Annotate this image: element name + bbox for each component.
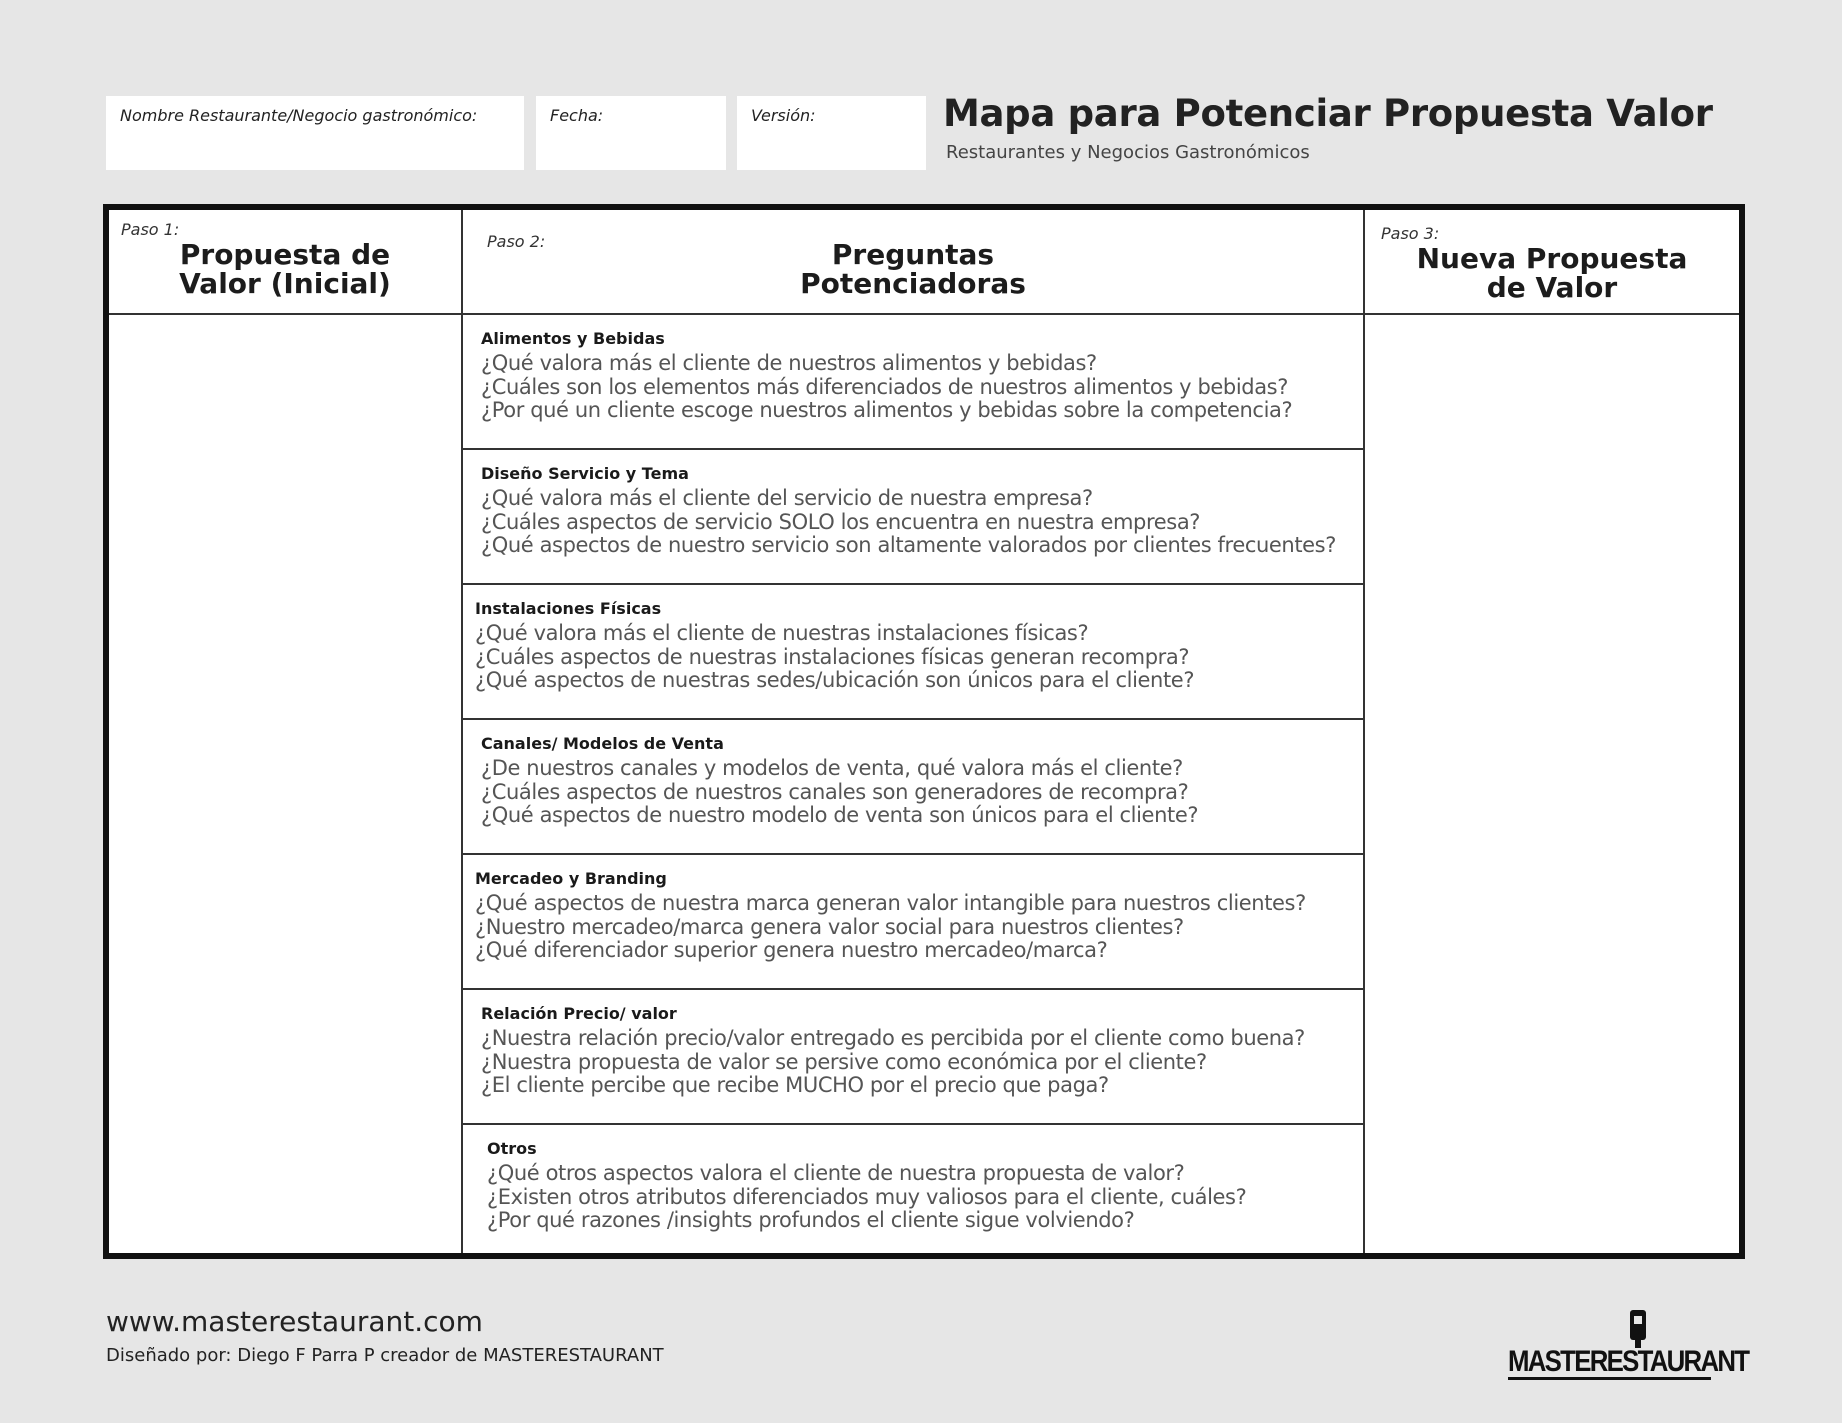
section-label: Mercadeo y Branding: [475, 869, 667, 888]
website-url: www.masterestaurant.com: [106, 1305, 483, 1338]
question-text: ¿Cuáles son los elementos más diferenciados de nuestros alimentos y bebidas?: [481, 374, 1288, 399]
step-label: Paso 3:: [1381, 224, 1440, 243]
column-header: [1365, 210, 1739, 315]
value-map-board: [103, 204, 1745, 1259]
question-text: ¿Cuáles aspectos de nuestros canales son generadores de recompra?: [481, 779, 1189, 804]
step-label: Paso 2:: [487, 232, 546, 251]
question-text: ¿Qué aspectos de nuestra marca generan valor intangible para nuestros clientes?: [475, 891, 1306, 915]
new-proposal-writing-area[interactable]: [1365, 315, 1739, 1253]
question-text: ¿Qué diferenciador superior genera nuestro mercadeo/marca?: [475, 938, 1108, 962]
chef-figure-icon: [1626, 1308, 1650, 1348]
section-label: Otros: [487, 1139, 537, 1158]
version-field[interactable]: [737, 96, 926, 170]
step-label: Paso 1:: [121, 220, 180, 239]
question-text: ¿De nuestros canales y modelos de venta, qué valora más el cliente?: [481, 756, 1183, 780]
section-label: Diseño Servicio y Tema: [481, 464, 689, 483]
column-new-proposal: [1365, 210, 1739, 1253]
question-text: ¿Cuáles aspectos de servicio SOLO los encuentra en nuestra empresa?: [481, 509, 1201, 534]
question-sections: [463, 315, 1363, 1253]
question-text: ¿Nuestra propuesta de valor se persive como económica por el cliente?: [481, 1049, 1207, 1074]
question-text: ¿Qué aspectos de nuestras sedes/ubicación son únicos para el cliente?: [475, 668, 1195, 692]
section-label: Instalaciones Físicas: [475, 599, 662, 618]
column-power-questions: [463, 210, 1365, 1253]
question-section: [463, 450, 1363, 585]
question-text: ¿Qué valora más el cliente del servicio de nuestra empresa?: [481, 486, 1093, 510]
column-title-line: de Valor: [1486, 271, 1618, 304]
question-text: ¿Por qué un cliente escoge nuestros alimentos y bebidas sobre la competencia?: [481, 398, 1293, 422]
question-section: [463, 720, 1363, 855]
question-text: ¿Qué aspectos de nuestro modelo de venta son únicos para el cliente?: [481, 803, 1199, 827]
section-label: Relación Precio/ valor: [481, 1004, 677, 1023]
question-section: [463, 990, 1363, 1125]
logo-wordmark: MASTERESTAURANT: [1508, 1345, 1749, 1378]
question-section: [463, 585, 1363, 720]
column-title-line: Preguntas: [831, 238, 995, 271]
column-title-line: Potenciadoras: [800, 267, 1026, 300]
date-label: Fecha:: [550, 106, 604, 125]
date-field[interactable]: [536, 96, 726, 170]
column-initial-proposal: [109, 210, 463, 1253]
column-title: [109, 240, 461, 298]
question-section: [463, 315, 1363, 450]
column-title: [463, 240, 1363, 298]
page-title: Mapa para Potenciar Propuesta Valor: [943, 92, 1713, 135]
question-text: ¿Por qué razones /insights profundos el cliente sigue volviendo?: [487, 1208, 1135, 1232]
column-title: [1365, 244, 1739, 302]
column-header: [463, 210, 1363, 315]
page-subtitle: Restaurantes y Negocios Gastronómicos: [946, 142, 1310, 163]
masterestaurant-logo: [1508, 1308, 1749, 1384]
question-text: ¿Existen otros atributos diferenciados muy valiosos para el cliente, cuáles?: [487, 1184, 1247, 1209]
question-text: ¿Nuestra relación precio/valor entregado es percibida por el cliente como buena?: [481, 1026, 1305, 1050]
question-text: ¿Qué valora más el cliente de nuestras instalaciones físicas?: [475, 621, 1089, 645]
question-text: ¿Cuáles aspectos de nuestras instalaciones físicas generan recompra?: [475, 644, 1190, 669]
question-section: [463, 855, 1363, 990]
designer-credit: Diseñado por: Diego F Parra P creador de MASTERESTAURANT: [106, 1345, 664, 1366]
question-text: ¿Qué valora más el cliente de nuestros alimentos y bebidas?: [481, 351, 1097, 375]
column-title-line: Propuesta de: [179, 238, 391, 271]
version-label: Versión:: [751, 106, 816, 125]
column-header: [109, 210, 461, 315]
initial-proposal-writing-area[interactable]: [109, 315, 461, 1253]
restaurant-name-label: Nombre Restaurante/Negocio gastronómico:: [120, 106, 478, 125]
section-label: Alimentos y Bebidas: [481, 329, 665, 348]
column-title-line: Nueva Propuesta: [1416, 242, 1688, 275]
section-label: Canales/ Modelos de Venta: [481, 734, 724, 753]
question-text: ¿El cliente percibe que recibe MUCHO por el precio que paga?: [481, 1073, 1109, 1097]
question-text: ¿Qué otros aspectos valora el cliente de nuestra propuesta de valor?: [487, 1161, 1185, 1185]
question-section: [463, 1125, 1363, 1260]
column-title-line: Valor (Inicial): [179, 267, 391, 300]
question-text: ¿Nuestro mercadeo/marca genera valor social para nuestros clientes?: [475, 914, 1184, 939]
restaurant-name-field[interactable]: [106, 96, 524, 170]
question-text: ¿Qué aspectos de nuestro servicio son altamente valorados por clientes frecuentes?: [481, 533, 1336, 557]
